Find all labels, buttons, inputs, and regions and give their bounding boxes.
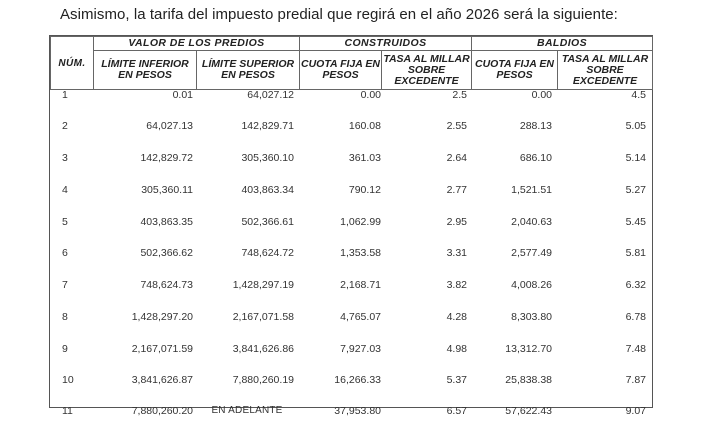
header-limite-superior: LÍMITE SUPERIOR EN PESOS xyxy=(197,51,300,90)
group-header-valor: VALOR DE LOS PREDIOS xyxy=(94,37,300,51)
cell-tasa-construidos: 2.77 xyxy=(446,184,467,196)
cell-limite-inferior: 1,428,297.20 xyxy=(131,311,193,323)
cell-cuota-baldios: 1,521.51 xyxy=(511,184,552,196)
cell-tasa-baldios: 7.48 xyxy=(625,343,646,355)
cell-cuota-construidos: 0.00 xyxy=(360,89,381,101)
cell-cuota-baldios: 288.13 xyxy=(519,120,552,132)
cell-limite-superior: 403,863.34 xyxy=(241,184,294,196)
cell-num: 2 xyxy=(62,120,68,132)
header-limite-inferior: LÍMITE INFERIOR EN PESOS xyxy=(94,51,197,90)
cell-num: 3 xyxy=(62,152,68,164)
cell-limite-inferior: 3,841,626.87 xyxy=(131,374,193,386)
cell-tasa-baldios: 5.05 xyxy=(625,120,646,132)
cell-tasa-baldios: 5.14 xyxy=(625,152,646,164)
header-tasa-construidos: TASA AL MILLAR SOBRE EXCEDENTE xyxy=(382,51,472,90)
table-row xyxy=(50,341,652,361)
table-row xyxy=(50,372,652,392)
header-tasa-baldios: TASA AL MILLAR SOBRE EXCEDENTE xyxy=(558,51,653,90)
table-row xyxy=(50,403,652,423)
cell-limite-inferior: 502,366.62 xyxy=(140,247,193,259)
cell-limite-superior: 502,366.61 xyxy=(241,216,294,228)
cell-cuota-construidos: 16,266.33 xyxy=(334,374,381,386)
cell-limite-superior: 7,880,260.19 xyxy=(232,374,294,386)
header-num: NÚM. xyxy=(51,37,94,90)
cell-cuota-baldios: 686.10 xyxy=(519,152,552,164)
cell-limite-inferior: 2,167,071.59 xyxy=(131,343,193,355)
cell-tasa-baldios: 4.5 xyxy=(631,89,646,101)
cell-num: 7 xyxy=(62,279,68,291)
cell-tasa-baldios: 5.27 xyxy=(625,184,646,196)
cell-cuota-baldios: 57,622.43 xyxy=(505,405,552,417)
header-cuota-construidos: CUOTA FIJA EN PESOS xyxy=(300,51,382,90)
cell-tasa-construidos: 6.57 xyxy=(446,405,467,417)
cell-cuota-construidos: 790.12 xyxy=(348,184,381,196)
cell-limite-superior: 2,167,071.58 xyxy=(232,311,294,323)
cell-limite-inferior: 7,880,260.20 xyxy=(131,405,193,417)
cell-tasa-construidos: 2.5 xyxy=(452,89,467,101)
cell-limite-inferior: 142,829.72 xyxy=(140,152,193,164)
cell-cuota-construidos: 1,062.99 xyxy=(340,216,381,228)
cell-cuota-construidos: 7,927.03 xyxy=(340,343,381,355)
cell-limite-inferior: 748,624.73 xyxy=(140,279,193,291)
cell-cuota-construidos: 361.03 xyxy=(348,152,381,164)
table-row xyxy=(50,87,652,107)
cell-num: 8 xyxy=(62,311,68,323)
cell-num: 4 xyxy=(62,184,68,196)
cell-limite-superior: 305,360.10 xyxy=(241,152,294,164)
cell-limite-inferior: 305,360.11 xyxy=(141,184,193,196)
cell-tasa-construidos: 3.82 xyxy=(446,279,467,291)
tariff-table xyxy=(49,35,653,417)
cell-cuota-baldios: 2,577.49 xyxy=(511,247,552,259)
cell-limite-inferior: 64,027.13 xyxy=(146,120,193,132)
cell-cuota-baldios: 2,040.63 xyxy=(511,216,552,228)
cell-limite-superior: 64,027.12 xyxy=(247,89,294,101)
cell-limite-superior: 3,841,626.86 xyxy=(232,343,294,355)
cell-tasa-baldios: 7.87 xyxy=(625,374,646,386)
table-row xyxy=(50,118,652,138)
intro-text: Asimismo, la tarifa del impuesto predial que regirá en el año 2026 será la siguiente: xyxy=(60,6,618,23)
cell-num: 9 xyxy=(62,343,68,355)
cell-num: 1 xyxy=(62,89,68,101)
cell-tasa-construidos: 4.28 xyxy=(446,311,467,323)
cell-cuota-baldios: 8,303.80 xyxy=(511,311,552,323)
table-row xyxy=(50,245,652,265)
table-header xyxy=(50,36,653,90)
cell-num: 11 xyxy=(62,405,73,417)
cell-cuota-baldios: 25,838.38 xyxy=(505,374,552,386)
cell-cuota-construidos: 160.08 xyxy=(348,120,381,132)
cell-tasa-construidos: 3.31 xyxy=(446,247,467,259)
cell-limite-inferior: 0.01 xyxy=(172,89,193,101)
cell-tasa-construidos: 5.37 xyxy=(446,374,467,386)
cell-tasa-baldios: 6.32 xyxy=(625,279,646,291)
cell-cuota-baldios: 13,312.70 xyxy=(505,343,552,355)
cell-limite-superior: 142,829.71 xyxy=(241,120,294,132)
cell-tasa-baldios: 5.81 xyxy=(625,247,646,259)
cell-limite-superior: EN ADELANTE xyxy=(211,405,283,416)
cell-tasa-construidos: 2.64 xyxy=(446,152,467,164)
cell-cuota-construidos: 4,765.07 xyxy=(340,311,381,323)
table-row xyxy=(50,277,652,297)
cell-limite-superior: 748,624.72 xyxy=(241,247,294,259)
table-row xyxy=(50,150,652,170)
group-header-construidos: CONSTRUIDOS xyxy=(300,37,472,51)
cell-tasa-construidos: 2.95 xyxy=(446,216,467,228)
cell-cuota-baldios: 4,008.26 xyxy=(511,279,552,291)
group-header-baldios: BALDIOS xyxy=(472,37,653,51)
table-row xyxy=(50,214,652,234)
header-cuota-baldios: CUOTA FIJA EN PESOS xyxy=(472,51,558,90)
cell-num: 5 xyxy=(62,216,68,228)
table-row xyxy=(50,309,652,329)
cell-cuota-baldios: 0.00 xyxy=(531,89,552,101)
cell-tasa-baldios: 6.78 xyxy=(625,311,646,323)
cell-tasa-baldios: 9.07 xyxy=(625,405,646,417)
cell-num: 10 xyxy=(62,374,74,386)
cell-cuota-construidos: 37,953.80 xyxy=(334,405,381,417)
cell-cuota-construidos: 1,353.58 xyxy=(340,247,381,259)
cell-tasa-baldios: 5.45 xyxy=(625,216,646,228)
cell-num: 6 xyxy=(62,247,68,259)
cell-limite-superior: 1,428,297.19 xyxy=(232,279,294,291)
cell-tasa-construidos: 2.55 xyxy=(446,120,467,132)
table-row xyxy=(50,182,652,202)
cell-limite-inferior: 403,863.35 xyxy=(140,216,193,228)
cell-cuota-construidos: 2,168.71 xyxy=(340,279,381,291)
cell-tasa-construidos: 4.98 xyxy=(446,343,467,355)
